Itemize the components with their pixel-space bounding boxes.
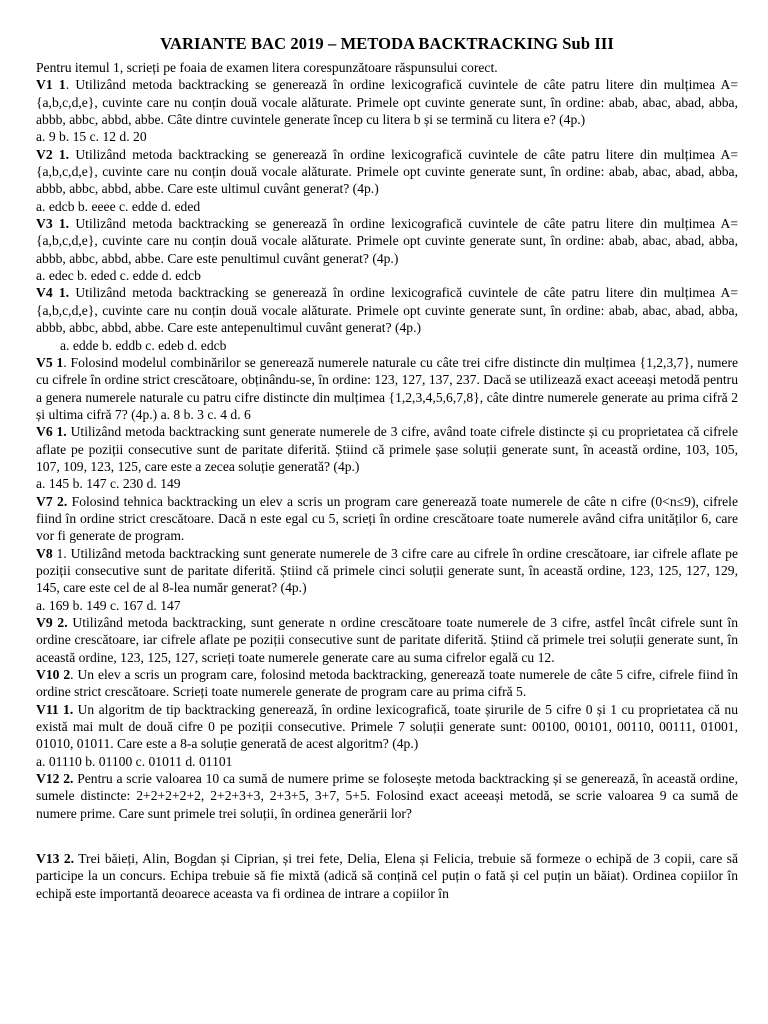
item-answers: a. edcb b. eeee c. edde d. eded	[36, 198, 201, 214]
item-text: Utilizând metoda backtracking, sunt generate n ordine crescătoare toate numerele de 3 cifre, astfel încât cifrele sunt în ordine crescătoare, iar cifrele aflate pe poziții consecutive sunt de paritate diferită. Știind că primele trei soluții generate sunt, în această ordine, 123, 125, 127, scrieți toate numerele generate care au suma cifrelor egală cu 12.	[36, 615, 738, 665]
item-label: V5 1	[36, 354, 64, 370]
item-label: V4 1.	[36, 285, 70, 301]
item-v13	[36, 850, 738, 902]
item-v6	[36, 423, 738, 475]
item-label: V6 1.	[36, 424, 67, 440]
item-label: V12 2.	[36, 771, 74, 787]
item-label: V3 1.	[36, 216, 70, 232]
item-text: . Utilizând metoda backtracking se generează în ordine lexicografică cuvintele de câte patru litere din mulțimea A={a,b,c,d,e}, cuvinte care nu conțin două vocale alăturate. Primele opt cuvinte generate sunt, în ordine: abab, abac, abad, abba, abbb, abbc, abbd, abbe. Câte dintre cuvintele generate încep cu litera b și se termină cu litera e? (4p.)	[36, 77, 738, 128]
blank-space	[36, 822, 738, 850]
item-v9	[36, 614, 738, 666]
item-text: Trei băieți, Alin, Bogdan și Ciprian, și trei fete, Delia, Elena și Felicia, trebuie să formeze o echipă de 3 copii, care să participe la un concurs. Echipa trebuie să fie mixtă (adică să conțină cel puțin o fată și cel puțin un băiat). Ordinea copiilor în echipă este importantă deoarece aceasta va fi ordinea de intrare a copiilor în	[36, 851, 738, 901]
item-text: . Un elev a scris un program care, folosind metoda backtracking, generează toate numerele de câte 5 cifre, cifrele fiind în ordine strict crescătoare. Scrieți toate numerele generate de program care au prima cifră 5.	[36, 667, 739, 700]
item-label: V13 2.	[36, 851, 75, 867]
item-text: Pentru a scrie valoarea 10 ca sumă de numere prime se folosește metoda backtracking și se generează, în această ordine, sumele distincte: 2+2+2+2+2, 2+2+3+3, 2+3+5, 3+7, 5+5. Folosind exact aceeași metodă, se scrie valoarea 9 ca sumă de numere prime. Care sunt primele trei soluții, în ordinea generării lor?	[36, 771, 738, 821]
item-label: V10 2	[36, 667, 71, 683]
item-label: V9 2.	[36, 615, 68, 630]
item-answers: a. edde b. eddb c. edeb d. edcb	[60, 337, 227, 353]
item-text: Utilizând metoda backtracking sunt generate numerele de 3 cifre, având toate cifrele distincte și cu proprietatea că cifrele aflate pe poziții consecutive sunt de paritate diferită. Știind că primele șase soluții generate sunt, în această ordine, 103, 105, 107, 109, 123, 125, care este a zecea soluție generată? (4p.)	[36, 424, 738, 474]
item-v8	[36, 545, 738, 597]
item-label: V11 1.	[36, 701, 74, 717]
item-v12	[36, 770, 738, 822]
item-v4	[36, 284, 738, 336]
item-answers: a. 169 b. 149 c. 167 d. 147	[36, 597, 181, 613]
item-answers: a. edec b. eded c. edde d. edcb	[36, 268, 201, 284]
item-v1	[36, 76, 738, 128]
intro-text: Pentru itemul 1, scrieți pe foaia de examen litera corespunzătoare răspunsului corect.	[36, 60, 498, 75]
item-v10	[36, 666, 738, 701]
item-label: V8	[36, 545, 53, 561]
item-answers: a. 145 b. 147 c. 230 d. 149	[36, 476, 181, 492]
item-text: Utilizând metoda backtracking se generează în ordine lexicografică cuvintele de câte patru litere din mulțimea A={a,b,c,d,e}, cuvinte care nu conțin două vocale alăturate. Primele opt cuvinte generate sunt, în ordine: abab, abac, abad, abba, abbb, abbc, abbd, abbe. Care este penultimul cuvânt generat? (4p.)	[36, 216, 738, 266]
item-text: Un algoritm de tip backtracking generează, în ordine lexicografică, toate șirurile de 5 cifre 0 și 1 cu proprietatea că nu există mai mult de două cifre 0 pe poziții consecutive. Primele 7 soluții generate sunt: 00100, 00101, 00110, 00111, 01001, 01010, 01011. Care este a 8-a soluție generată de acest algoritm? (4p.)	[36, 701, 738, 752]
item-v7	[36, 493, 738, 545]
item-label: V2 1.	[36, 146, 70, 162]
item-text: 1. Utilizând metoda backtracking sunt generate numerele de 3 cifre care au cifrele în ordine crescătoare, iar cifrele aflate pe poziții consecutive sunt de paritate diferită. Știind că primele cinci soluții generate sunt, în această ordine, 123, 125, 127, 129, 145, care este cel de al 8-lea număr generat? (4p.)	[36, 545, 738, 596]
item-text: Utilizând metoda backtracking se generează în ordine lexicografică cuvintele de câte patru litere din mulțimea A={a,b,c,d,e}, cuvinte care nu conțin două vocale alăturate. Primele opt cuvinte generate sunt, în ordine: abab, abac, abad, abba, abbb, abbc, abbd, abbe. Care este antepenultimul cuvânt generat? (4p.)	[36, 285, 738, 336]
item-text: Folosind tehnica backtracking un elev a scris un program care generează toate numerele de câte n cifre (0<n≤9), cifrele fiind în ordine strict crescătoare. Dacă n este egal cu 5, scrieți în ordine crescătoare toate numerele având cifra unităților 6, care vor fi generate de program.	[36, 493, 738, 544]
item-v11	[36, 701, 738, 753]
item-v3	[36, 215, 738, 267]
document-body	[36, 59, 738, 902]
item-text: Utilizând metoda backtracking se generează în ordine lexicografică cuvintele de câte patru litere din mulțimea A={a,b,c,d,e}, cuvinte care nu conțin două vocale alăturate. Primele opt cuvinte generate sunt, în ordine: abab, abac, abad, abba, abbb, abbc, abbd, abbe. Care este ultimul cuvânt generat? (4p.)	[36, 146, 738, 197]
page-title: VARIANTE BAC 2019 – METODA BACKTRACKING Sub III	[160, 34, 614, 53]
item-answers: a. 01110 b. 01100 c. 01011 d. 01101	[36, 753, 233, 769]
item-v5	[36, 354, 738, 423]
item-text: . Folosind modelul combinărilor se generează numerele naturale cu câte trei cifre distincte din mulțimea {1,2,3,7}, numere cu cifrele în ordine strict crescătoare, obținându-se, în ordine: 123, 127, 137, 237. Dacă se utilizează exact aceeași metodă pentru a genera numerele naturale cu patru cifre distincte din mulțimea {1,2,3,4,5,6,7,8}, câte dintre numerele generate au prima cifră 2 și ultima cifră 7? (4p.) a. 8 b. 3 c. 4 d. 6	[36, 354, 738, 422]
item-label: V1 1	[36, 77, 66, 93]
item-label: V7 2.	[36, 493, 68, 509]
item-v2	[36, 146, 738, 198]
item-answers: a. 9 b. 15 c. 12 d. 20	[36, 129, 147, 145]
